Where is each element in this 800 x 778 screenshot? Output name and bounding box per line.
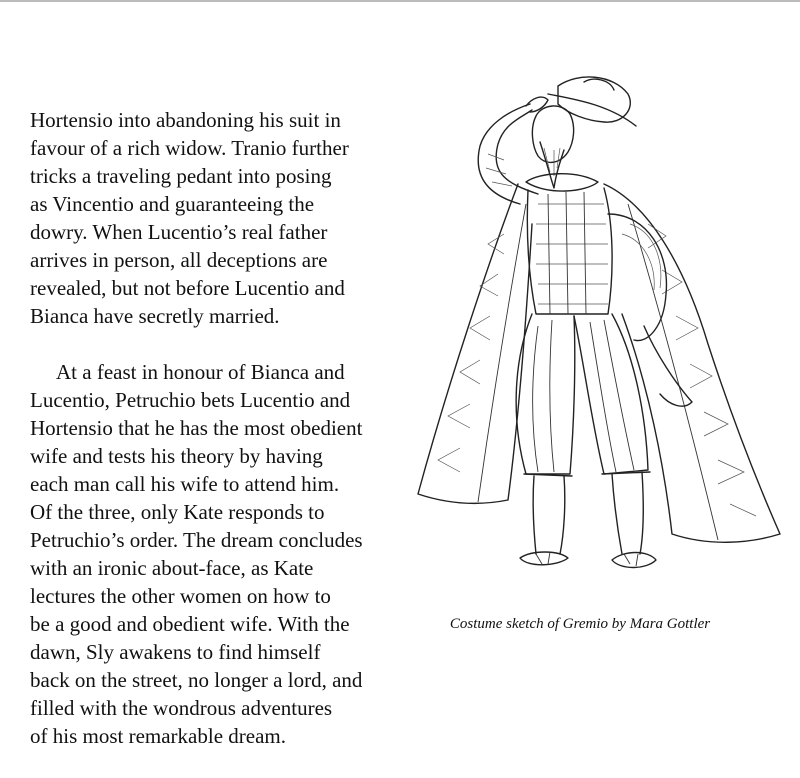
- figure-caption: Costume sketch of Gremio by Mara Gottler: [449, 616, 711, 632]
- costume-sketch: [408, 64, 788, 604]
- body-text: [30, 78, 410, 778]
- right-arm: [608, 214, 692, 406]
- ruff-collar: [526, 174, 598, 191]
- legs-and-shoes: [520, 472, 656, 568]
- top-border: [0, 0, 800, 2]
- paragraph-2: At a feast in honour of Bianca and Lucentio, Petruchio bets Lucentio and Hortensio that he has the most obedient wife and tests his theory by having each man call his wife to attend him. Of the three, only Kate responds to Petruchio’s order. The dream concludes with an ironic about-face, as Kate lectures the other women on how to be a good and obedient wife. With the dawn, Sly awakens to find himself back on the street, no longer a lord, and filled with the wondrous adventures of his most remarkable dream.: [30, 360, 363, 748]
- cloak-left: [418, 184, 532, 503]
- doublet: [527, 188, 612, 314]
- paragraph-1: Hortensio into abandoning his suit in favour of a rich widow. Tranio further tricks a traveling pedant into posing as Vincentio and guaranteeing the dowry. When Lucentio’s real father arrives in person, all deceptions are revealed, but not before Lucentio and Bianca have secretly married.: [30, 108, 349, 328]
- hat: [548, 77, 636, 126]
